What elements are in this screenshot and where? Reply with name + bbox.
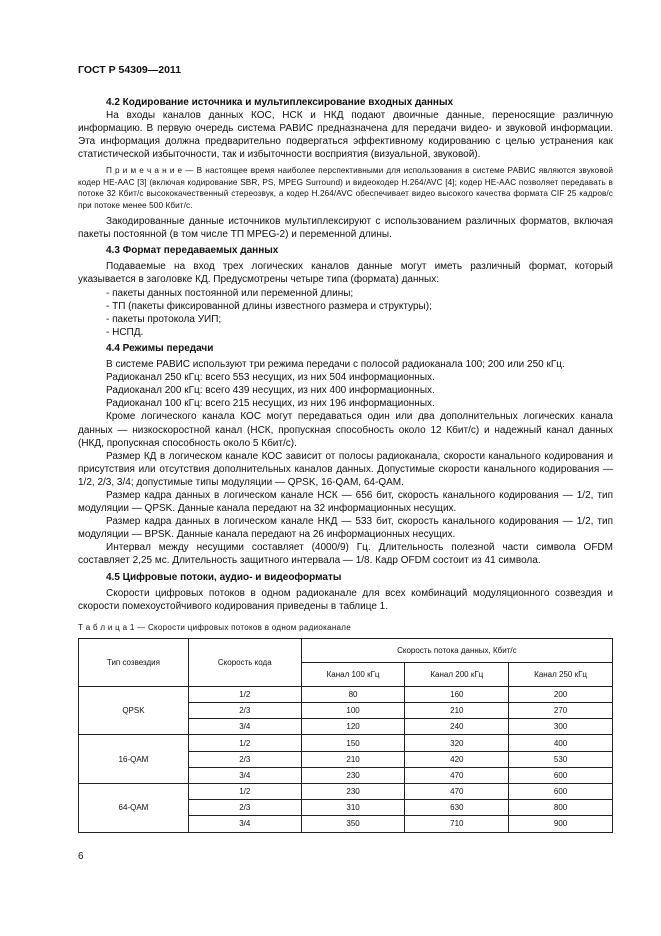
stream-rate-cell: 210	[301, 751, 405, 767]
s45-paragraph-1: Скорости цифровых потоков в одном радиоканале для всех комбинаций модуляционного созвездия и скорости помехоустойчивого кодирования приведены в таблице 1.	[78, 587, 613, 612]
header-code-rate: Скорость кода	[188, 638, 301, 686]
header-channel-250: Канал 250 кГц	[509, 662, 613, 686]
table-caption: Т а б л и ц а 1 — Скорости цифровых потоков в одном радиоканале	[78, 622, 352, 632]
code-rate-cell: 1/2	[188, 686, 301, 702]
list-item: - пакеты протокола УИП;	[106, 313, 222, 325]
stream-rate-cell: 160	[405, 686, 509, 702]
code-rate-cell: 1/2	[188, 735, 301, 751]
section-4-5-title: 4.5 Цифровые потоки, аудио- и видеоформаты	[106, 571, 342, 583]
stream-rate-cell: 470	[405, 767, 509, 783]
s42-paragraph-1: На входы каналов данных КОС, НСК и НКД подают двоичные данные, переносящие различную информацию. В первую очередь система РАВИС предназначена для передачи видео- и звуковой информации. Эта информация должна предварительно подвергаться эффективному кодированию с целью устранения как статистической избыточности, так и избыточности восприятия (визуальной, звуковой).	[78, 110, 613, 161]
list-item: - ТП (пакеты фиксированной длины известного размера и структуры);	[106, 300, 432, 312]
section-4-4-title: 4.4 Режимы передачи	[106, 342, 214, 354]
constellation-cell: QPSK	[79, 686, 189, 735]
stream-rate-cell: 710	[405, 816, 509, 832]
document-header: ГОСТ Р 54309—2011	[78, 64, 182, 76]
stream-rate-cell: 600	[509, 767, 613, 783]
stream-rate-cell: 630	[405, 800, 509, 816]
s44-paragraph-4: Размер кадра данных в логическом канале НСК — 656 бит, скорость канального кодирования — 1/2, тип модуляции — QPSK. Данные канала передают на 32 информационных несущих.	[78, 489, 613, 515]
header-channel-200: Канал 200 кГц	[405, 662, 509, 686]
s42-paragraph-2: Закодированные данные источников мультиплексируют с использованием различных форматов, включая пакеты постоянной (в том числе ТП MPEG-2) и переменной длины.	[78, 216, 613, 241]
constellation-cell: 64-QAM	[79, 784, 189, 833]
code-rate-cell: 3/4	[188, 767, 301, 783]
page-number: 6	[78, 851, 84, 862]
stream-rate-cell: 120	[301, 719, 405, 735]
list-item: - НСПД.	[106, 326, 144, 338]
header-stream-rate: Скорость потока данных, Кбит/с	[301, 638, 612, 662]
s44-paragraph-5: Размер кадра данных в логическом канале НКД — 533 бит, скорость канального кодирования — 1/2, тип модуляции — BPSK. Данные канала передают на 26 информационных несущих.	[78, 516, 613, 541]
stream-rate-cell: 420	[405, 751, 509, 767]
stream-rate-cell: 310	[301, 800, 405, 816]
s44-radio-200: Радиоканал 200 кГц: всего 439 несущих, из них 400 информационных.	[106, 385, 435, 397]
stream-rate-cell: 150	[301, 735, 405, 751]
section-4-2-title: 4.2 Кодирование источника и мультиплексирование входных данных	[106, 97, 454, 108]
stream-rate-cell: 300	[509, 719, 613, 735]
stream-rate-cell: 230	[301, 767, 405, 783]
list-item: - пакеты данных постоянной или переменной длины;	[106, 287, 354, 299]
stream-rate-cell: 470	[405, 784, 509, 800]
s43-paragraph-1: Подаваемые на вход трех логических каналов данные могут иметь различный формат, который указывается в заголовке КД. Предусмотрены четыре типа (формата) данных:	[78, 261, 613, 286]
constellation-cell: 16-QAM	[79, 735, 189, 784]
stream-rate-cell: 270	[509, 703, 613, 719]
stream-rate-cell: 600	[509, 784, 613, 800]
stream-rate-cell: 900	[509, 816, 613, 832]
s44-paragraph-2: Кроме логического канала КОС могут передаваться один или два дополнительных логических канала данных — низкоскоростной канал (НСК, пропускная способность около 12 Кбит/с) и надежный канал данных (НКД, пропускная способность около 5 Кбит/с).	[78, 411, 613, 449]
s42-note: П р и м е ч а н и е — В настоящее время наиболее перспективными для использования в системе РАВИС являются звуковой кодер HE-AAC [3] (включая кодирование SBR, PS, MPEG Surround) и видеокодер H.264/AVC [4]; кодер HE-AAC позволяет передавать в потоке 32 Кбит/с высококачественный стереозвук, а кодер H.264/AVC обеспечивает видео высокого качества формата CIF 25 кадров/с при потоке менее 500 Кбит/с.	[78, 166, 613, 210]
s44-paragraph-3: Размер КД в логическом канале КОС зависит от полосы радиоканала, скорости канального кодирования и присутствия или отсутствия дополнительных каналов данных. Допустимые скорости канального кодирования — 1/2, 2/3, 3/4; допустимые типы модуляции — QPSK, 16-QAM, 64-QAM.	[78, 450, 613, 488]
section-4-3-title: 4.3 Формат передаваемых данных	[106, 245, 279, 257]
stream-rate-cell: 80	[301, 686, 405, 702]
s44-radio-250: Радиоканал 250 кГц: всего 553 несущих, из них 504 информационных.	[106, 372, 435, 384]
s44-paragraph-1: В системе РАВИС используют три режима передачи с полосой радиоканала 100; 200 или 250 кГц.	[106, 359, 565, 371]
stream-rate-cell: 530	[509, 751, 613, 767]
code-rate-cell: 2/3	[188, 703, 301, 719]
data-format-list	[78, 287, 613, 339]
code-rate-cell: 2/3	[188, 800, 301, 816]
stream-rate-table	[78, 638, 613, 833]
header-constellation: Тип созвездия	[79, 638, 189, 686]
stream-rate-cell: 320	[405, 735, 509, 751]
stream-rate-cell: 800	[509, 800, 613, 816]
code-rate-cell: 3/4	[188, 719, 301, 735]
table-row	[79, 784, 613, 800]
table-row	[79, 686, 613, 702]
code-rate-cell: 1/2	[188, 784, 301, 800]
stream-rate-cell: 240	[405, 719, 509, 735]
stream-rate-cell: 210	[405, 703, 509, 719]
header-channel-100: Канал 100 кГц	[301, 662, 405, 686]
document-body	[78, 96, 613, 833]
stream-rate-cell: 230	[301, 784, 405, 800]
s44-radio-100: Радиоканал 100 кГц: всего 215 несущих, из них 196 информационных.	[106, 398, 435, 410]
s44-paragraph-6: Интервал между несущими составляет (4000/9) Гц. Длительность полезной части символа OFDM составляет 2,25 мс. Длительность защитного интервала — 1/8. Кадр OFDM состоит из 41 символа.	[78, 542, 613, 567]
stream-rate-cell: 350	[301, 816, 405, 832]
code-rate-cell: 2/3	[188, 751, 301, 767]
table-row	[79, 735, 613, 751]
code-rate-cell: 3/4	[188, 816, 301, 832]
stream-rate-cell: 400	[509, 735, 613, 751]
stream-rate-cell: 200	[509, 686, 613, 702]
stream-rate-cell: 100	[301, 703, 405, 719]
